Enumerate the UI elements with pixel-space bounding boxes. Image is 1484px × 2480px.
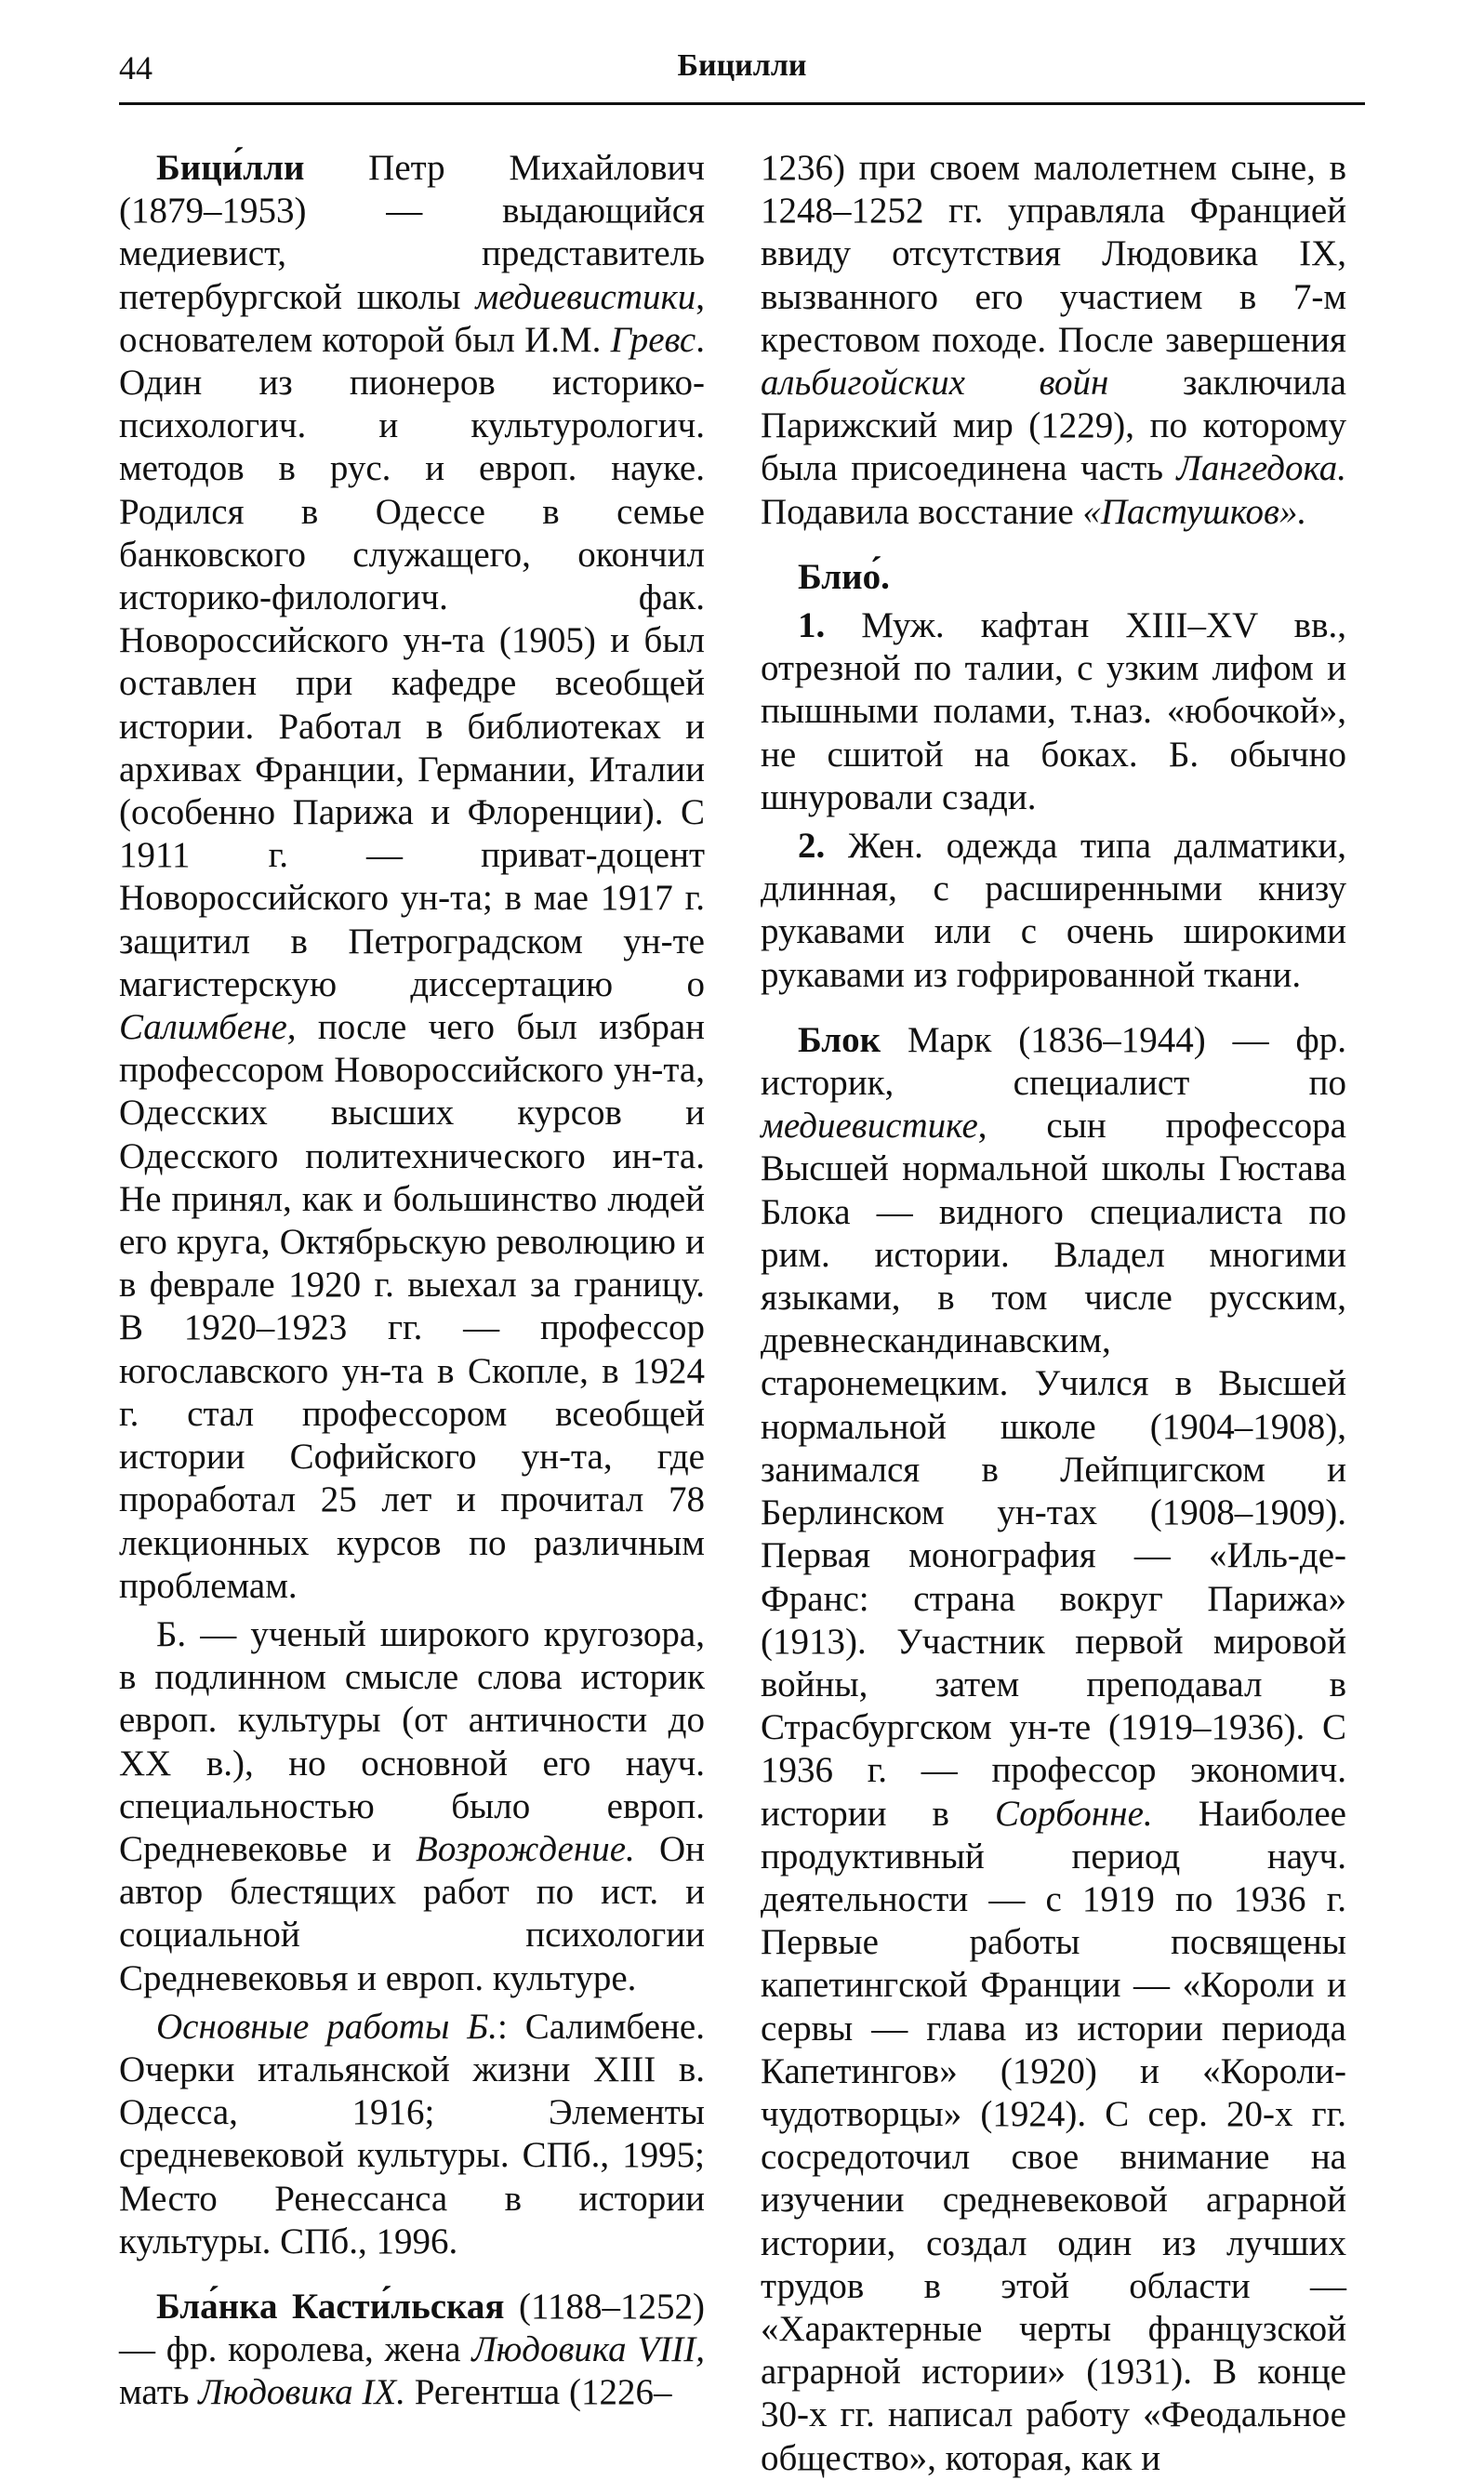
cross-reference: Людовика VIII, — [471, 2329, 705, 2370]
entry-bicilli-works — [119, 2006, 705, 2263]
text-run: Регентша (1226– — [404, 2372, 672, 2413]
headword-blok: Блок — [798, 1019, 881, 1060]
text-run: . Один из пионеров историко-психологич. и культурологич. методов в рус. и европ. науке. Родился в Одессе в семье банковского служащего, окончил историко-филологич. фак. Новороссийского ун-та (1905) и был оставлен при кафедре всеобщей истории. Работал в библиотеках и архивах Франции, Германии, Италии (особенно Парижа и Флоренции). С 1911 г. — приват-доцент Новороссийского ун-та; в мае 1917 г. защитил в Петроградском ун-те магистерскую диссертацию о — [119, 319, 705, 1004]
cross-reference: медиевистики — [475, 276, 696, 317]
left-column — [119, 147, 705, 2415]
text-run: Марк (1836–1944) — фр. историк, специалист по — [761, 1019, 1346, 1104]
entry-blio-sense-2 — [761, 825, 1346, 997]
entry-blanka-continued — [761, 147, 1346, 534]
headword-blanka: Бла́нка Касти́льская — [156, 2286, 505, 2327]
sense-number: 1. — [798, 605, 826, 646]
page-number: 44 — [119, 49, 152, 86]
headword-blio: Блио́. — [798, 556, 890, 597]
cross-reference: Салимбене, — [119, 1007, 297, 1048]
text-run: , сын профессора Высшей нормальной школы Гюстава Блока — видного специалиста по рим. истории. Владел многими языками, в том числе русским, древнескандинавским, старонемецким. Учился в Высшей нормальной школе (1904–1908), занимался в Лейпцигском и Берлинском ун-тах (1908–1909). Первая монография — «Иль-де-Франс: страна вокруг Парижа» (1913). Участник первой мировой войны, затем преподавал в Страсбургском ун-те (1919–1936). С 1936 г. — профессор экономич. истории в — [761, 1106, 1346, 1834]
headword-bicilli: Бици́лли — [156, 148, 305, 188]
page-header — [119, 45, 1365, 105]
text-run: (1188–1252) — фр. королева, жена — [119, 2286, 705, 2370]
cross-reference: Лангедока. — [1176, 448, 1346, 489]
text-run: после чего был избран профессором Новороссийского ун-та, Одесских высших курсов и Одесского политехнического ин-та. Не принял, как и большинство людей его круга, Октябрьскую революцию и в феврале 1920 г. выехал за границу. В 1920–1923 гг. — профессор югославского ун-та в Скопле, в 1924 г. стал профессором всеобщей истории Софийского ун-та, где проработал 25 лет и прочитал 78 лекционных курсов по различным проблемам. — [119, 1007, 705, 1606]
cross-reference: альбигойских войн — [761, 363, 1109, 404]
cross-reference: Гревс — [610, 319, 696, 360]
sense-number: 2. — [798, 826, 826, 867]
entry-blok — [761, 1019, 1346, 2480]
text-run: Наиболее продуктивный период науч. деятельности — с 1919 по 1936 г. Первые работы посвящены капетингской Франции — «Короли и сервы — глава из истории периода Капетингов» (1920) и «Короли-чудотворцы» (1924). С сер. 20-х гг. сосредоточил свое внимание на изучении средневековой аграрной истории, создал один из лучших трудов в этой области — «Характерные черты французской аграрной истории» (1931). В конце 30-х гг. написал работу «Феодальное общество», которая, как и — [761, 1793, 1346, 2478]
text-run: : Салимбене. Очерки итальянской жизни XIII в. Одесса, 1916; Элементы средневековой культуры. СПб., 1995; Место Ренессанса в истории культуры. СПб., 1996. — [119, 2006, 705, 2261]
entry-bicilli-paragraph-2 — [119, 1613, 705, 2000]
text-run: Петр Михайлович (1879–1953) — выдающийся медиевист, представитель петербургской школы — [119, 148, 705, 317]
text-run: мать — [119, 2372, 199, 2413]
text-run: Он автор блестящих работ по ист. и социальной психологии Средневековья и европ. культуре. — [119, 1828, 705, 1998]
text-run: 1236) при своем малолетнем сыне, в 1248–1252 гг. управляла Францией ввиду отсутствия Людовика IX, вызванного его участием в 7-м крестовом походе. После завершения — [761, 148, 1346, 360]
cross-reference: Возрождение. — [416, 1828, 635, 1869]
text-run: Жен. одежда типа далматики, длинная, с расширенными книзу рукавами или с очень широкими рукавами из гофрированной ткани. — [761, 826, 1346, 995]
running-head: Бицилли — [677, 48, 807, 83]
cross-reference: Сорбонне. — [995, 1793, 1153, 1834]
entry-blanka — [119, 2286, 705, 2415]
entry-blio-heading — [761, 556, 1346, 599]
cross-reference: «Пастушков». — [1082, 491, 1307, 532]
right-column — [761, 147, 1346, 2480]
works-label: Основные работы Б. — [156, 2006, 498, 2047]
cross-reference: медиевистике — [761, 1106, 978, 1147]
text-run: Б. — ученый широкого кругозора, в подлинном смысле слова историк европ. культуры (от античности до XX в.), но основной его науч. специальностью было европ. Средневековье и — [119, 1613, 705, 1869]
cross-reference: Людовика IX. — [198, 2372, 405, 2413]
text-run: Муж. кафтан XIII–XV вв., отрезной по талии, с узким лифом и пышными полами, т.наз. «юбочкой», не сшитой на боках. Б. обычно шнуровали сзади. — [761, 605, 1346, 817]
text-run: Подавила восстание — [761, 491, 1083, 532]
entry-blio-sense-1 — [761, 604, 1346, 819]
text-run: заключила Парижский мир (1229), по которому была присоединена часть — [761, 363, 1346, 489]
text-run: , основателем которой был И.М. — [119, 276, 705, 360]
entry-bicilli-paragraph-1 — [119, 147, 705, 1608]
